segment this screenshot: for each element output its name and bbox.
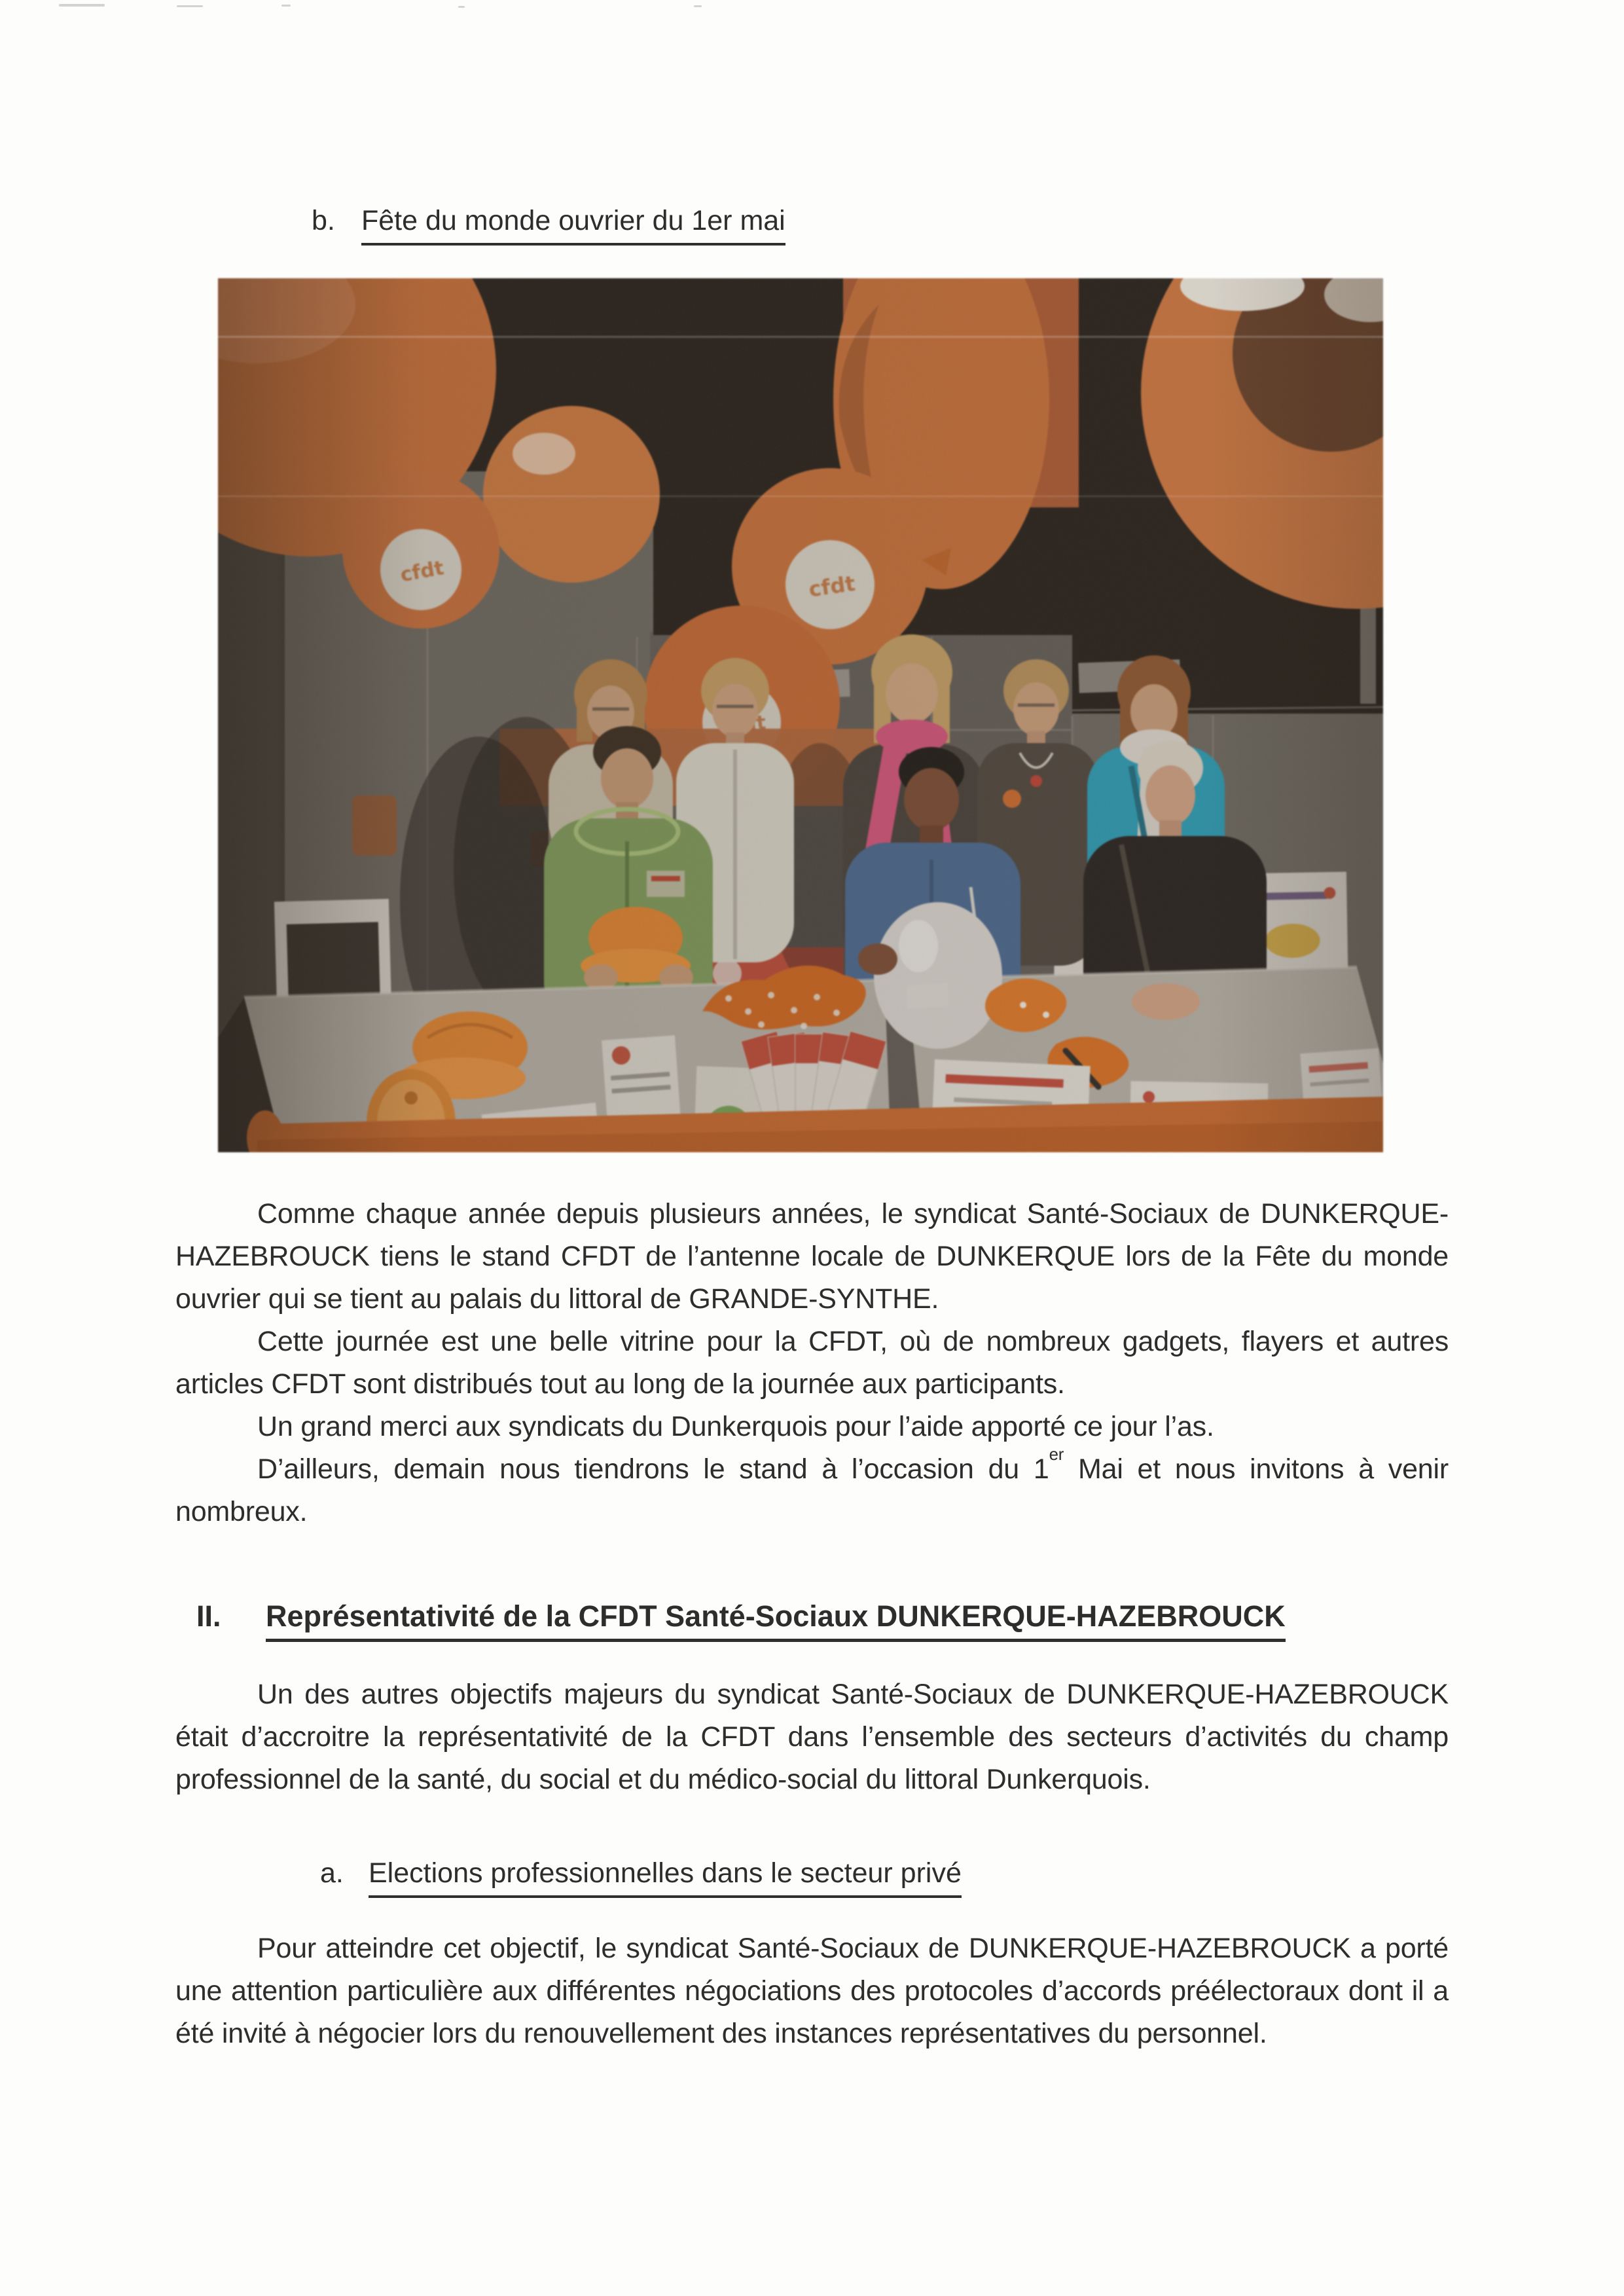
paragraph: Un des autres objectifs majeurs du syndicat Santé-Sociaux de DUNKERQUE-HAZEBROUCK était d’accroitre la représentativité de la CFDT dans l’ensemble des secteurs d’activités du champ professionnel de la santé, du social et du médico-social du littoral Dunkerquois. — [175, 1679, 1449, 1795]
event-photo — [218, 278, 1383, 1152]
body-text-section-1 — [175, 1193, 1449, 1533]
heading-label: Représentativité de la CFDT Santé-Sociaux DUNKERQUE-HAZEBROUCK — [266, 1596, 1286, 1642]
paragraph: Pour atteindre cet objectif, le syndicat Santé-Sociaux de DUNKERQUE-HAZEBROUCK a porté une attention particulière aux différentes négociations des protocoles d’accords préélectoraux dont il a été invité à négocier lors du renouvellement des instances représentatives du personnel. — [175, 1933, 1449, 2049]
heading-label: Elections professionnelles dans le secteur privé — [369, 1853, 962, 1898]
scan-mark — [59, 4, 105, 7]
section-heading-II — [196, 1596, 1286, 1642]
subsection-heading-b — [312, 200, 785, 246]
heading-number: a. — [320, 1857, 344, 1889]
heading-number: b. — [312, 205, 335, 236]
scan-mark — [177, 5, 203, 7]
scan-mark — [694, 5, 702, 7]
paragraph: D’ailleurs, demain nous tiendrons le stand à l’occasion du 1er Mai et nous invitons à venir nombreux. — [175, 1445, 1449, 1527]
photo-canvas — [218, 278, 1383, 1152]
superscript-er: er — [1049, 1445, 1064, 1464]
heading-label: Fête du monde ouvrier du 1er mai — [361, 200, 785, 246]
paragraph: Un grand merci aux syndicats du Dunkerquois pour l’aide apporté ce jour l’as. — [257, 1411, 1214, 1442]
paragraph: Cette journée est une belle vitrine pour la CFDT, où de nombreux gadgets, flayers et autres articles CFDT sont distribués tout au long de la journée aux participants. — [175, 1326, 1449, 1400]
photo-grain-overlay — [218, 278, 1383, 1152]
scan-mark — [281, 5, 291, 7]
body-text-section-2 — [175, 1673, 1449, 1801]
paragraph: Comme chaque année depuis plusieurs années, le syndicat Santé-Sociaux de DUNKERQUE-HAZEBROUCK tiens le stand CFDT de l’antenne locale de DUNKERQUE lors de la Fête du monde ouvrier qui se tient au palais du littoral de GRANDE-SYNTHE. — [175, 1198, 1449, 1315]
heading-number: II. — [196, 1599, 221, 1633]
subsection-heading-a — [320, 1853, 962, 1898]
body-text-section-3 — [175, 1927, 1449, 2055]
scan-mark — [458, 6, 465, 8]
